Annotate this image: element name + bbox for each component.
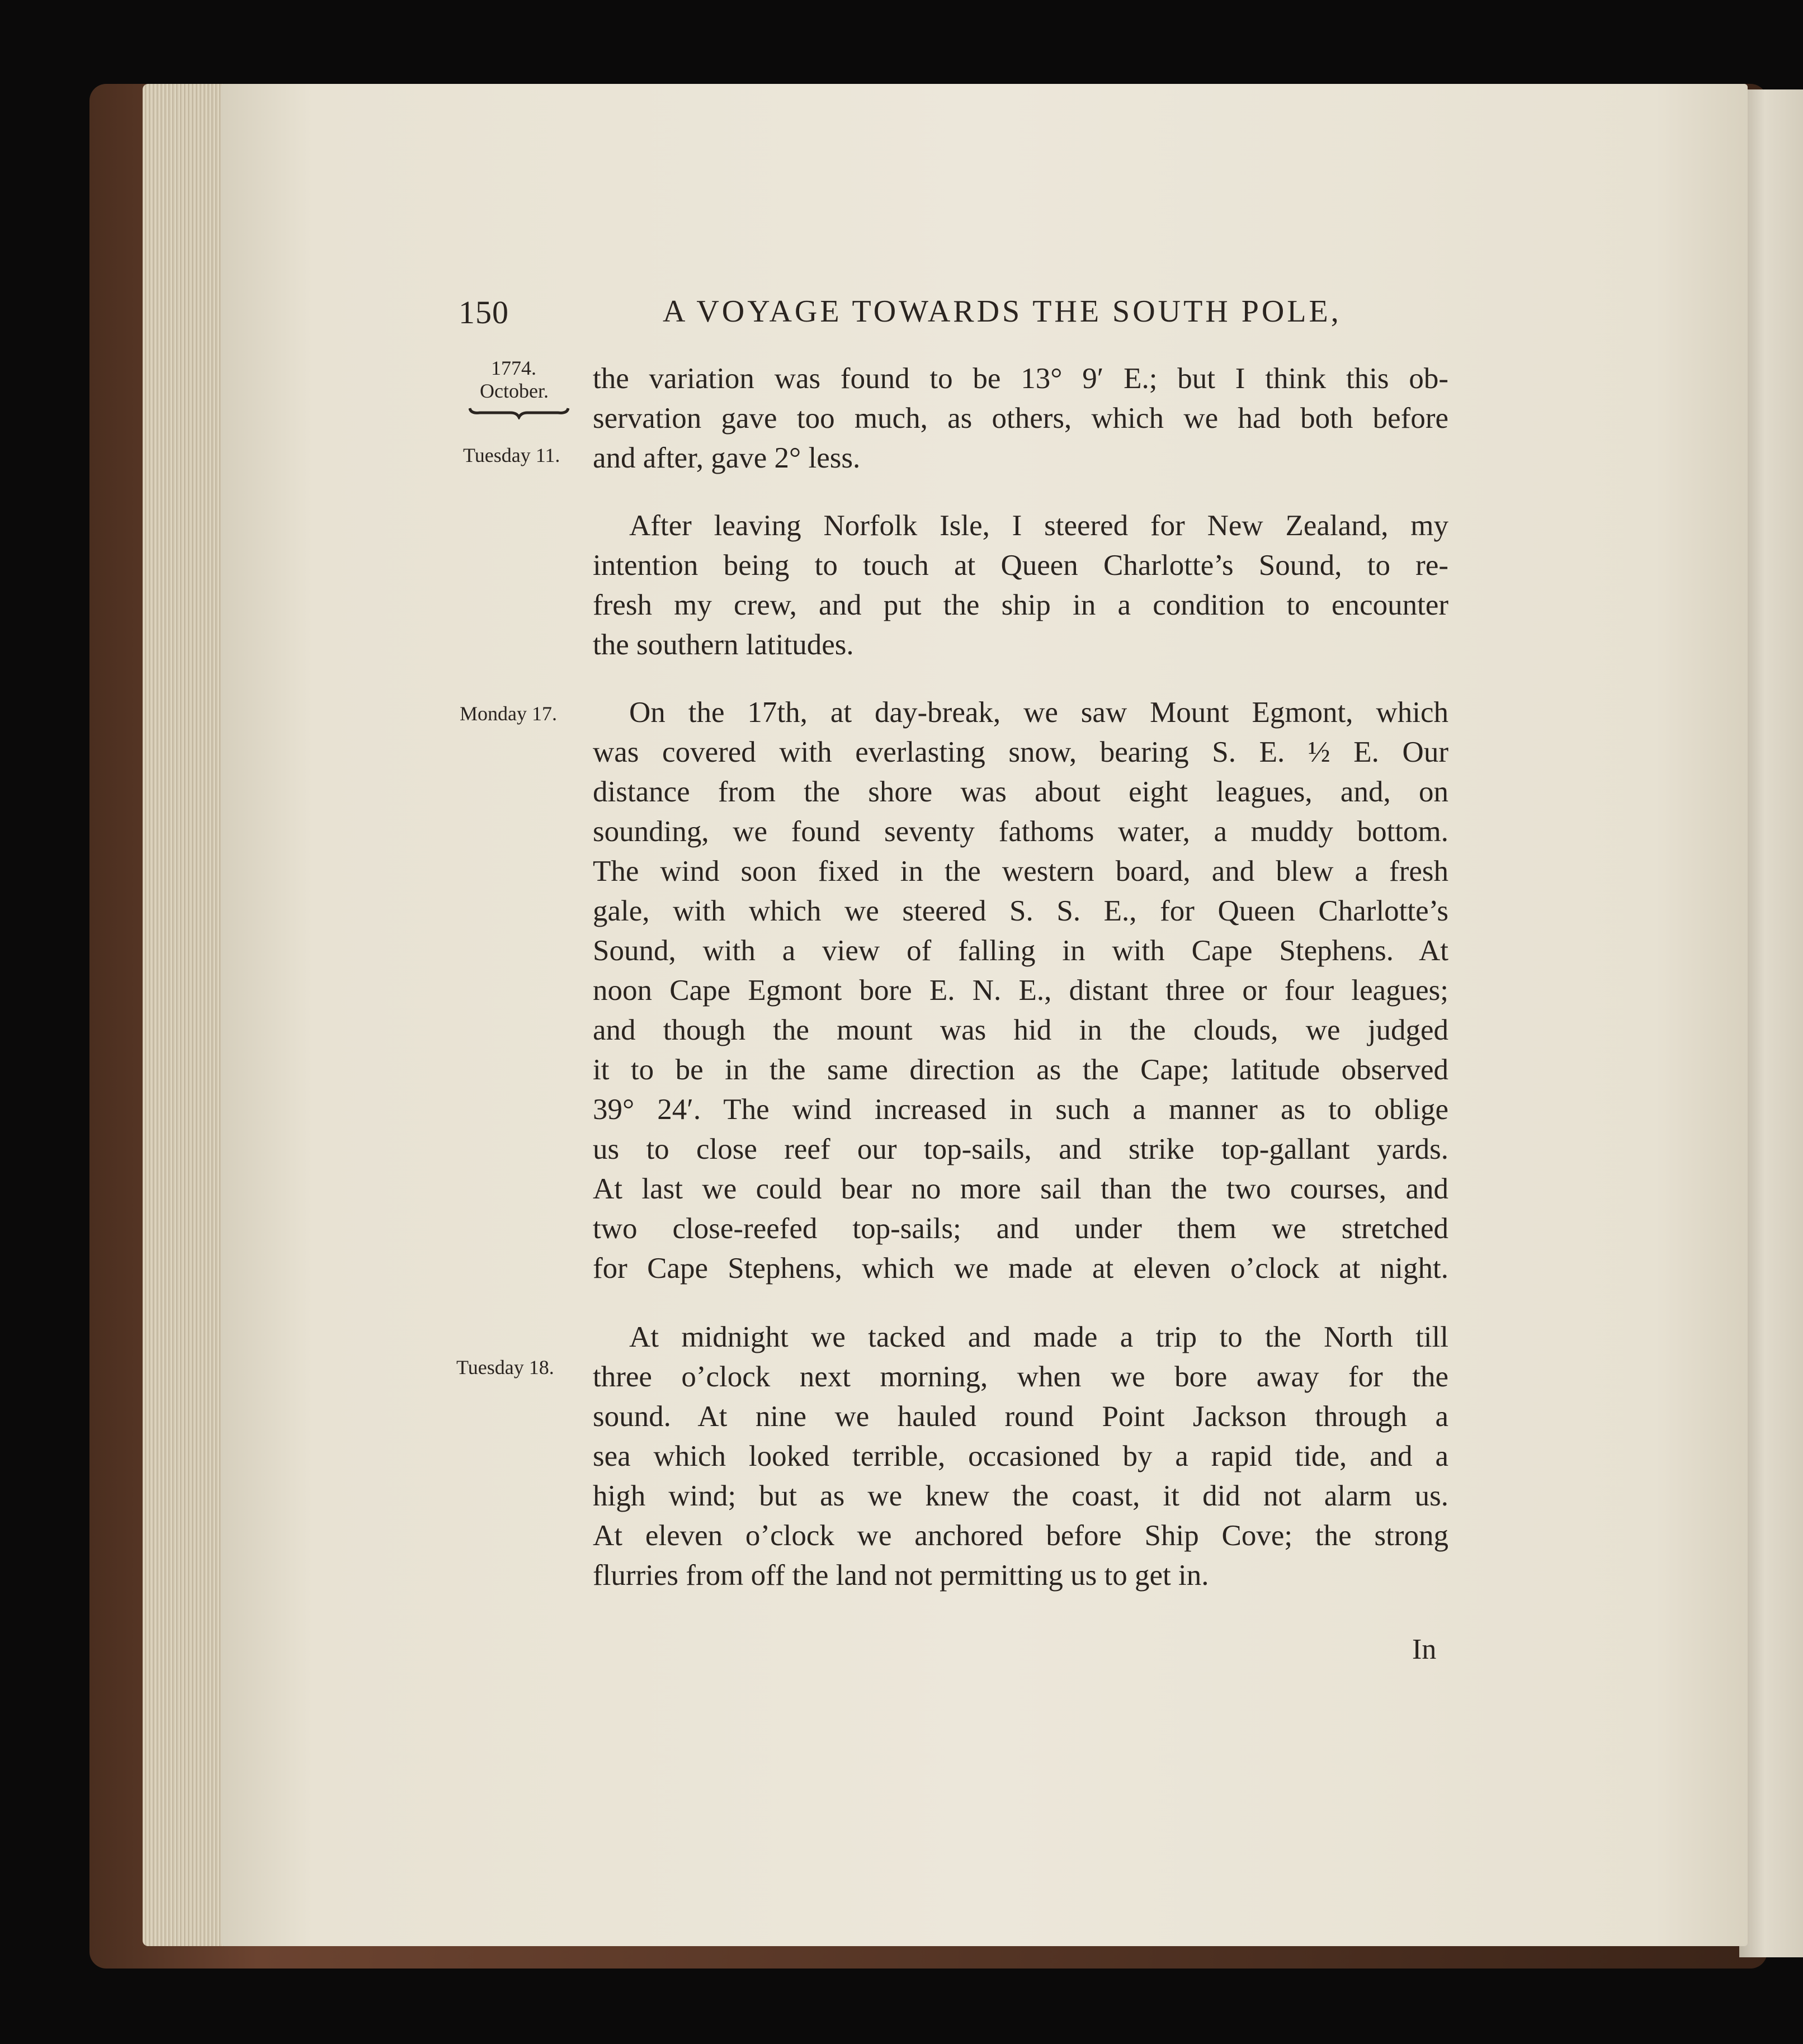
text-line: it to be in the same direction as the Cape; latitude observed xyxy=(593,1054,1448,1086)
text-line: and though the mount was hid in the clouds, we judged xyxy=(593,1014,1448,1046)
margin-note-tuesday-11: Tuesday 11. xyxy=(463,444,560,466)
text-line: On the 17th, at day-break, we saw Mount Egmont, which xyxy=(629,696,1448,729)
text-line: gale, with which we steered S. S. E., for Queen Charlotte’s xyxy=(593,895,1448,927)
catchword: In xyxy=(1412,1634,1437,1665)
text-line: and after, gave 2° less. xyxy=(593,442,861,474)
text-line: the variation was found to be 13° 9′ E.; but I think this ob- xyxy=(593,362,1448,395)
text-line: At eleven o’clock we anchored before Ship Cove; the strong xyxy=(593,1519,1448,1552)
text-line: three o’clock next morning, when we bore away for the xyxy=(593,1361,1448,1393)
text-line: 39° 24′. The wind increased in such a manner as to oblige xyxy=(593,1093,1448,1126)
text-line: At midnight we tacked and made a trip to the North till xyxy=(629,1321,1448,1353)
text-line: sounding, we found seventy fathoms water, a muddy bottom. xyxy=(593,815,1448,848)
brace-icon xyxy=(469,405,569,419)
text-line: noon Cape Egmont bore E. N. E., distant three or four leagues; xyxy=(593,974,1448,1007)
text-line: Sound, with a view of falling in with Cape Stephens. At xyxy=(593,934,1448,967)
text-line: After leaving Norfolk Isle, I steered for New Zealand, my xyxy=(629,509,1448,542)
text-line: flurries from off the land not permitting us to get in. xyxy=(593,1559,1209,1592)
running-head: A VOYAGE TOWARDS THE SOUTH POLE, xyxy=(663,294,1342,329)
margin-note-tuesday-18: Tuesday 18. xyxy=(456,1356,554,1379)
text-line: sea which looked terrible, occasioned by a rapid tide, and a xyxy=(593,1440,1448,1472)
text-line: for Cape Stephens, which we made at eleven o’clock at night. xyxy=(593,1252,1448,1285)
text-line: two close-reefed top-sails; and under them we stretched xyxy=(593,1212,1448,1245)
margin-note-monday-17: Monday 17. xyxy=(460,702,557,725)
page-number: 150 xyxy=(459,294,509,331)
margin-month: October. xyxy=(480,380,549,402)
text-line: was covered with everlasting snow, bearing S. E. ½ E. Our xyxy=(593,736,1448,768)
text-line: intention being to touch at Queen Charlotte’s Sound, to re- xyxy=(593,549,1448,582)
text-line: servation gave too much, as others, which we had both before xyxy=(593,402,1448,435)
text-line: distance from the shore was about eight leagues, and, on xyxy=(593,776,1448,808)
text-line: us to close reef our top-sails, and strike top-gallant yards. xyxy=(593,1133,1448,1165)
text-line: the southern latitudes. xyxy=(593,629,854,661)
text-line: high wind; but as we knew the coast, it did not alarm us. xyxy=(593,1480,1448,1512)
text-line: fresh my crew, and put the ship in a condition to encounter xyxy=(593,589,1448,621)
margin-year: 1774. xyxy=(491,357,536,379)
text-line: At last we could bear no more sail than the two courses, and xyxy=(593,1173,1448,1205)
text-line: sound. At nine we hauled round Point Jackson through a xyxy=(593,1400,1448,1433)
text-line: The wind soon fixed in the western board, and blew a fresh xyxy=(593,855,1448,888)
